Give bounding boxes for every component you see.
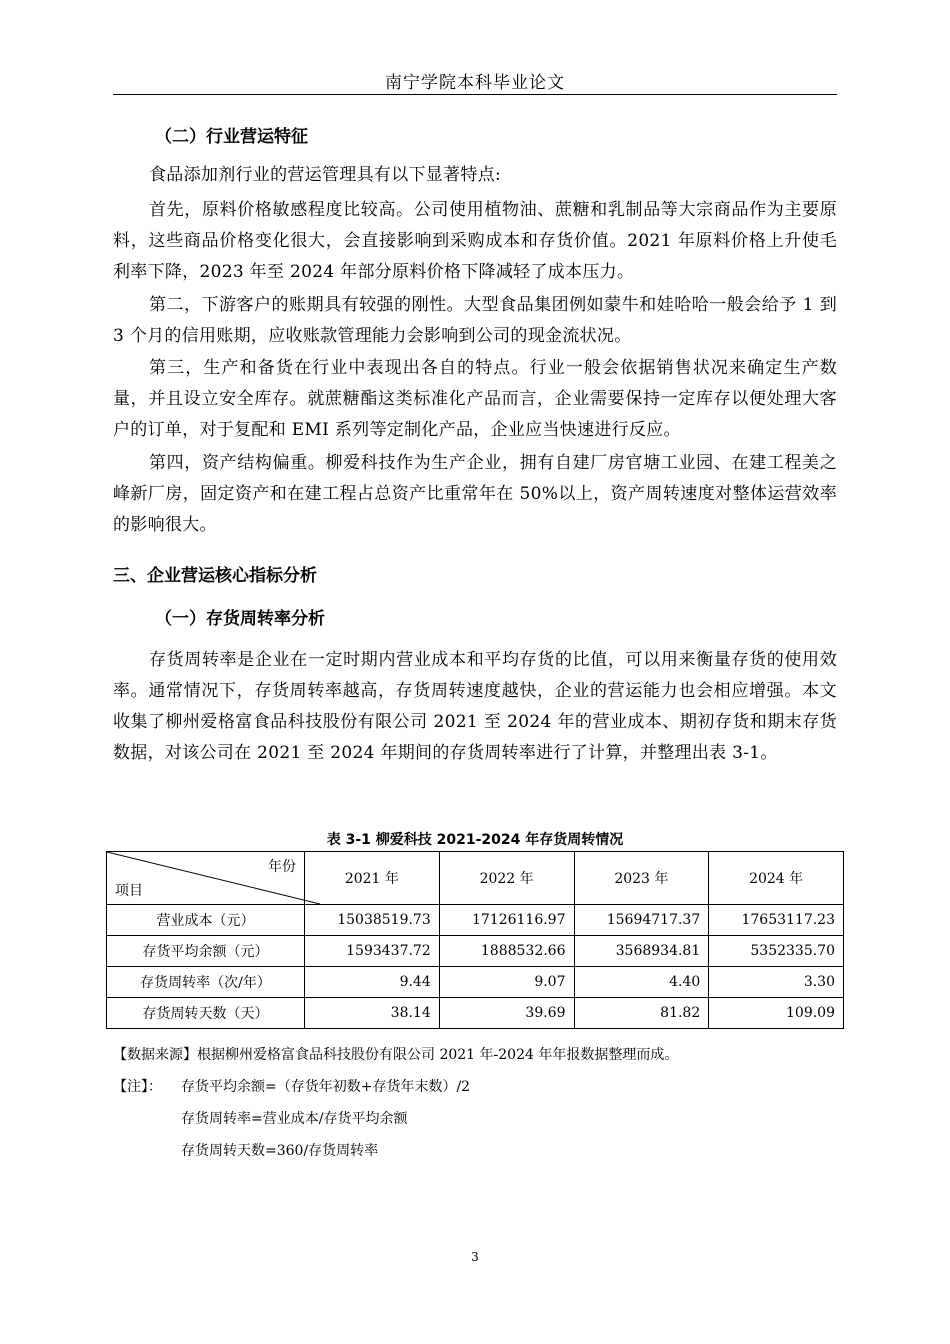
paragraph-intro: 食品添加剂行业的营运管理具有以下显著特点: [149,165,502,185]
row-label: 存货周转率（次/年） [107,967,305,998]
corner-item-label: 项目 [115,883,143,899]
table-cell: 3568934.81 [574,936,709,967]
table-cell: 17126116.97 [439,905,574,936]
table-corner-cell [107,852,305,905]
data-source-note: 【数据来源】根据柳州爱格富食品科技股份有限公司 2021 年-2024 年年报数据整理而成。 [113,1047,679,1063]
table-cell: 39.69 [439,998,574,1029]
table-cell: 1888532.66 [439,936,574,967]
note-prefix: 【注】： [113,1079,162,1095]
header-rule [113,94,837,95]
table-cell: 15694717.37 [574,905,709,936]
table-cell: 1593437.72 [305,936,440,967]
row-label: 存货平均余额（元） [107,936,305,967]
table-cell: 5352335.70 [709,936,844,967]
paragraph-inventory-turnover: 存货周转率是企业在一定时期内营业成本和平均存货的比值，可以用来衡量存货的使用效率。通常情况下，存货周转率越高，存货周转速度越快，企业的营运能力也会相应增强。本文收集了柳州爱格富食品科技股份有限公司 2021 至 2024 年的营业成本、期初存货和期末存货数据，对该公司在 2021 至 2024 年期间的存货周转率进行了计算，并整理出表 3-1。 [113,650,837,763]
formula-average-inventory: 存货平均余额=（存货年初数+存货年末数）/2 [181,1079,471,1095]
table-cell: 4.40 [574,967,709,998]
year-header: 2023 年 [574,852,709,905]
year-header: 2021 年 [305,852,440,905]
section-heading-core-indicators: 三、企业营运核心指标分析 [113,566,317,586]
formula-turnover-days: 存货周转天数=360/存货周转率 [181,1143,379,1159]
year-header: 2022 年 [439,852,574,905]
subsection-heading-inventory-turnover: （一）存货周转率分析 [155,609,325,629]
page-number: 3 [471,1250,479,1264]
section-heading-industry-features: （二）行业营运特征 [155,127,308,147]
row-label: 营业成本（元） [107,905,305,936]
table-row [107,967,844,998]
formula-turnover-rate: 存货周转率=营业成本/存货平均余额 [181,1111,408,1127]
table-row [107,905,844,936]
row-label: 存货周转天数（天） [107,998,305,1029]
paragraph-second: 第二，下游客户的账期具有较强的刚性。大型食品集团例如蒙牛和娃哈哈一般会给予 1 到 3 个月的信用账期，应收账款管理能力会影响到公司的现金流状况。 [113,295,837,346]
running-header: 南宁学院本科毕业论文 [385,73,565,93]
paragraph-third: 第三，生产和备货在行业中表现出各自的特点。行业一般会依据销售状况来确定生产数量，并且设立安全库存。就蔗糖酯这类标准化产品而言，企业需要保持一定库存以便处理大客户的订单，对于复配和 EMI 系列等定制化产品，企业应当快速进行反应。 [113,358,837,440]
inventory-turnover-table [106,851,844,1029]
corner-year-label: 年份 [268,859,296,875]
table-cell: 109.09 [709,998,844,1029]
table-cell: 15038519.73 [305,905,440,936]
table-caption: 表 3-1 柳爱科技 2021-2024 年存货周转情况 [326,832,624,848]
table-header-row [107,852,844,905]
year-header: 2024 年 [709,852,844,905]
paragraph-fourth: 第四，资产结构偏重。柳爱科技作为生产企业，拥有自建厂房官塘工业园、在建工程美之峰新厂房，固定资产和在建工程占总资产比重常年在 50%以上，资产周转速度对整体运营效率的影响很大。 [113,453,837,535]
table-cell: 9.44 [305,967,440,998]
table-cell: 38.14 [305,998,440,1029]
table-row [107,936,844,967]
table-cell: 3.30 [709,967,844,998]
table-row [107,998,844,1029]
table-cell: 17653117.23 [709,905,844,936]
paragraph-first: 首先，原料价格敏感程度比较高。公司使用植物油、蔗糖和乳制品等大宗商品作为主要原料，这些商品价格变化很大，会直接影响到采购成本和存货价值。2021 年原料价格上升使毛利率下降，2023 年至 2024 年部分原料价格下降减轻了成本压力。 [113,200,837,282]
table-cell: 81.82 [574,998,709,1029]
table-cell: 9.07 [439,967,574,998]
